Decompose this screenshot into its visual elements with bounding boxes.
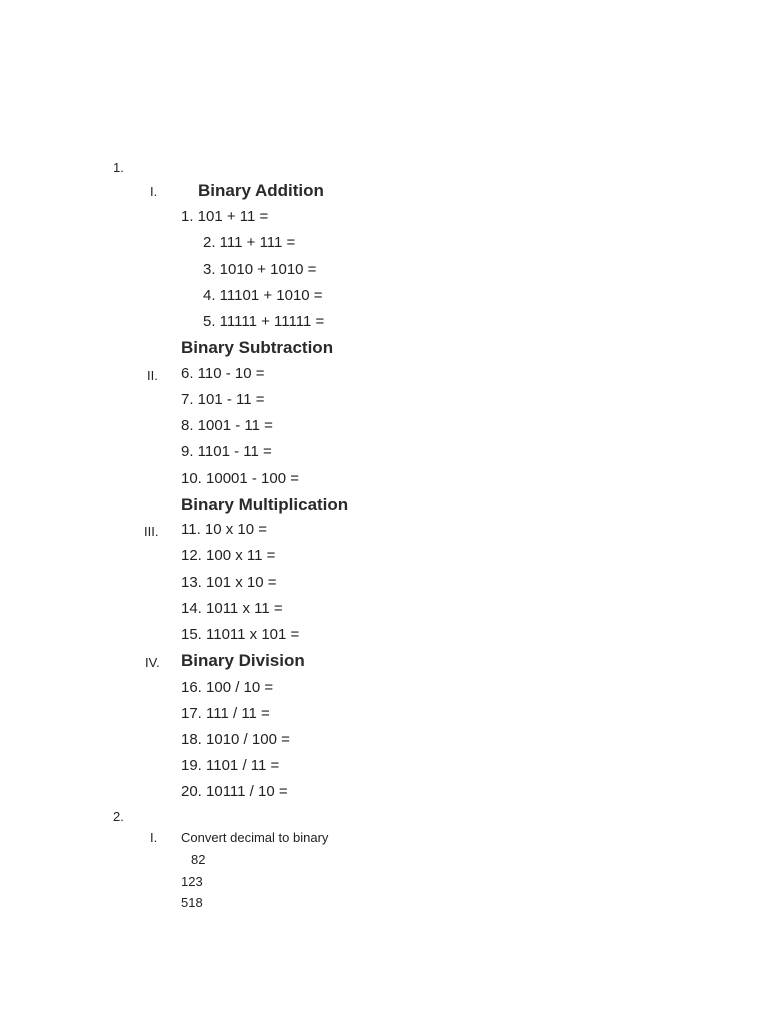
decimal-value: 82 <box>191 852 206 867</box>
list-item: 1. 101 + 11 = <box>181 208 269 225</box>
roman-numeral-3: III. <box>144 524 159 539</box>
list-item: 12. 100 x 11 = <box>181 547 276 564</box>
decimal-value: 123 <box>181 874 203 889</box>
list-item: 8. 1001 - 11 = <box>181 417 273 434</box>
heading-binary-addition: Binary Addition <box>198 181 324 200</box>
heading-binary-division: Binary Division <box>181 651 305 670</box>
list-item: 10. 10001 - 100 = <box>181 470 300 487</box>
convert-instruction: Convert decimal to binary <box>181 830 329 845</box>
roman-numeral-1: I. <box>150 184 158 199</box>
section-2-number: 2. <box>113 809 124 824</box>
list-item: 11. 10 x 10 = <box>181 521 268 538</box>
section-1-number: 1. <box>113 160 124 175</box>
list-item: 18. 1010 / 100 = <box>181 731 290 748</box>
list-item: 7. 101 - 11 = <box>181 391 265 408</box>
list-item: 20. 10111 / 10 = <box>181 783 288 800</box>
list-item: 15. 11011 x 101 = <box>181 626 300 643</box>
list-item: 19. 1101 / 11 = <box>181 757 280 774</box>
heading-binary-subtraction: Binary Subtraction <box>181 338 334 357</box>
heading-binary-multiplication: Binary Multiplication <box>181 495 349 514</box>
roman-numeral-4: IV. <box>145 655 160 670</box>
list-item: 5. 11111 + 11111 = <box>203 313 325 330</box>
list-item: 6. 110 - 10 = <box>181 365 265 382</box>
list-item: 3. 1010 + 1010 = <box>203 261 317 278</box>
list-item: 17. 111 / 11 = <box>181 705 270 722</box>
roman-numeral-2: II. <box>147 368 158 383</box>
roman-numeral-1: I. <box>150 830 158 845</box>
list-item: 13. 101 x 10 = <box>181 574 277 591</box>
list-item: 2. 111 + 111 = <box>203 234 296 251</box>
list-item: 4. 11101 + 1010 = <box>203 287 323 304</box>
list-item: 9. 1101 - 11 = <box>181 443 272 460</box>
list-item: 16. 100 / 10 = <box>181 679 274 696</box>
list-item: 14. 1011 x 11 = <box>181 600 283 617</box>
decimal-value: 518 <box>181 895 203 910</box>
